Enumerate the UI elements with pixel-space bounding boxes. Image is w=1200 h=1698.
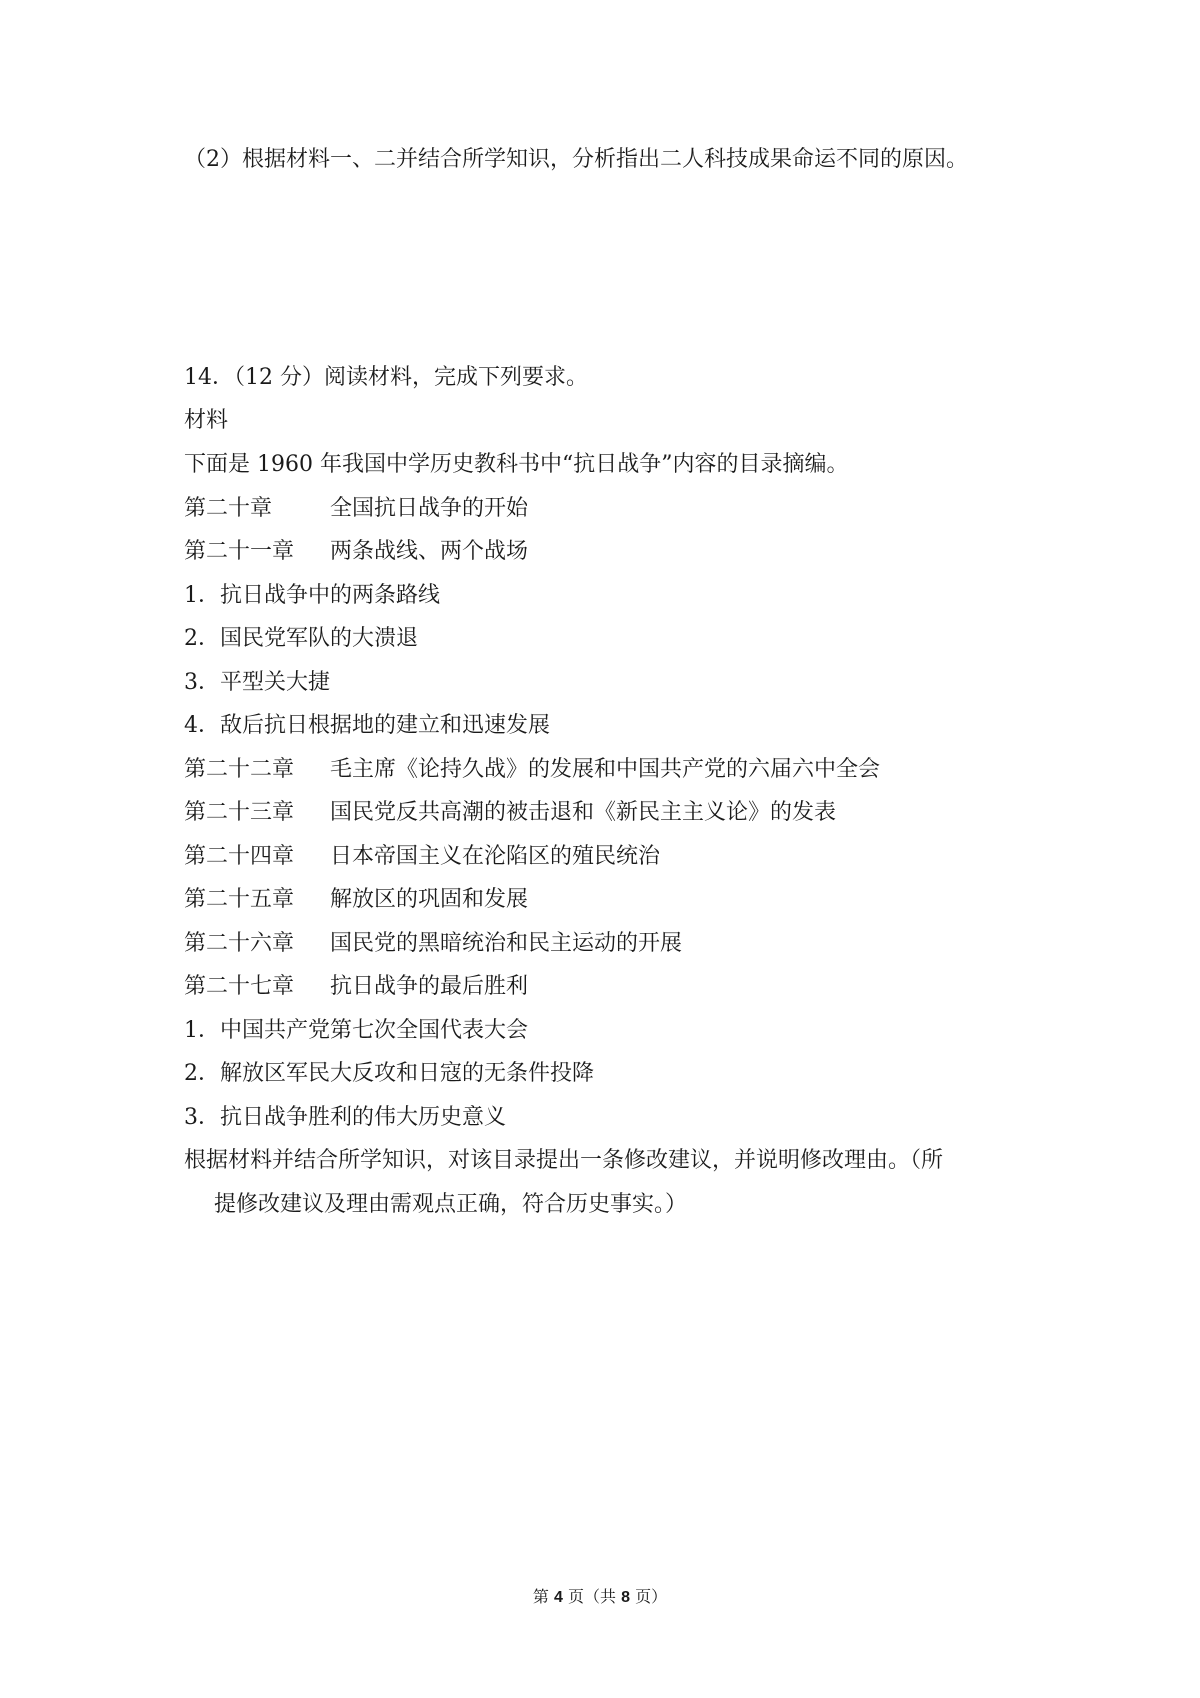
material-intro: 下面是 1960 年我国中学历史教科书中“抗日战争”内容的目录摘编。 bbox=[184, 452, 849, 477]
footer-suffix: 页） bbox=[630, 1587, 668, 1606]
list-item: 1．抗日战争中的两条路线 bbox=[184, 583, 440, 608]
chapter-number: 第二十七章 bbox=[184, 974, 295, 999]
chapter-title: 全国抗日战争的开始 bbox=[330, 496, 529, 521]
list-item: 2．解放区军民大反攻和日寇的无条件投降 bbox=[184, 1061, 594, 1086]
chapter-title: 国民党反共高潮的被击退和《新民主主义论》的发表 bbox=[330, 800, 837, 825]
question-14-heading: 14．（12 分）阅读材料，完成下列要求。 bbox=[184, 365, 588, 390]
chapter-25 bbox=[184, 885, 528, 915]
page-number: 4 bbox=[554, 1589, 563, 1606]
chapter-title: 毛主席《论持久战》的发展和中国共产党的六届六中全会 bbox=[330, 757, 881, 782]
chapter-title: 国民党的黑暗统治和民主运动的开展 bbox=[330, 931, 683, 956]
footer-middle: 页（共 bbox=[562, 1587, 622, 1606]
chapter-title: 抗日战争的最后胜利 bbox=[330, 974, 529, 999]
chapter-22 bbox=[184, 755, 880, 785]
chapter-number: 第二十四章 bbox=[184, 844, 295, 869]
page-footer bbox=[0, 1586, 1200, 1609]
chapter-number: 第二十五章 bbox=[184, 887, 295, 912]
chapter-26 bbox=[184, 929, 682, 959]
chapter-20 bbox=[184, 494, 528, 524]
chapter-number: 第二十六章 bbox=[184, 931, 295, 956]
footer-prefix: 第 bbox=[532, 1587, 554, 1606]
chapter-title: 解放区的巩固和发展 bbox=[330, 887, 529, 912]
list-item: 3．平型关大捷 bbox=[184, 670, 330, 695]
chapter-number: 第二十一章 bbox=[184, 539, 295, 564]
material-label: 材料 bbox=[184, 408, 229, 433]
chapter-title: 日本帝国主义在沦陷区的殖民统治 bbox=[330, 844, 661, 869]
chapter-number: 第二十二章 bbox=[184, 757, 295, 782]
list-item: 2．国民党军队的大溃退 bbox=[184, 626, 418, 651]
chapter-21 bbox=[184, 537, 528, 567]
chapter-number: 第二十章 bbox=[184, 496, 273, 521]
chapter-23 bbox=[184, 798, 836, 828]
list-item: 1．中国共产党第七次全国代表大会 bbox=[184, 1018, 528, 1043]
list-item: 4．敌后抗日根据地的建立和迅速发展 bbox=[184, 713, 550, 738]
chapter-title: 两条战线、两个战场 bbox=[330, 539, 529, 564]
task-instruction: 根据材料并结合所学知识，对该目录提出一条修改建议，并说明修改理由。（所 bbox=[184, 1148, 944, 1173]
chapter-number: 第二十三章 bbox=[184, 800, 295, 825]
chapter-24 bbox=[184, 842, 660, 872]
page-total: 8 bbox=[621, 1589, 630, 1606]
list-item: 3．抗日战争胜利的伟大历史意义 bbox=[184, 1105, 506, 1130]
task-instruction-continued: 提修改建议及理由需观点正确，符合历史事实。） bbox=[214, 1192, 688, 1217]
chapter-27 bbox=[184, 972, 528, 1002]
sub-question-2: （2）根据材料一、二并结合所学知识，分析指出二人科技成果命运不同的原因。 bbox=[184, 147, 968, 172]
